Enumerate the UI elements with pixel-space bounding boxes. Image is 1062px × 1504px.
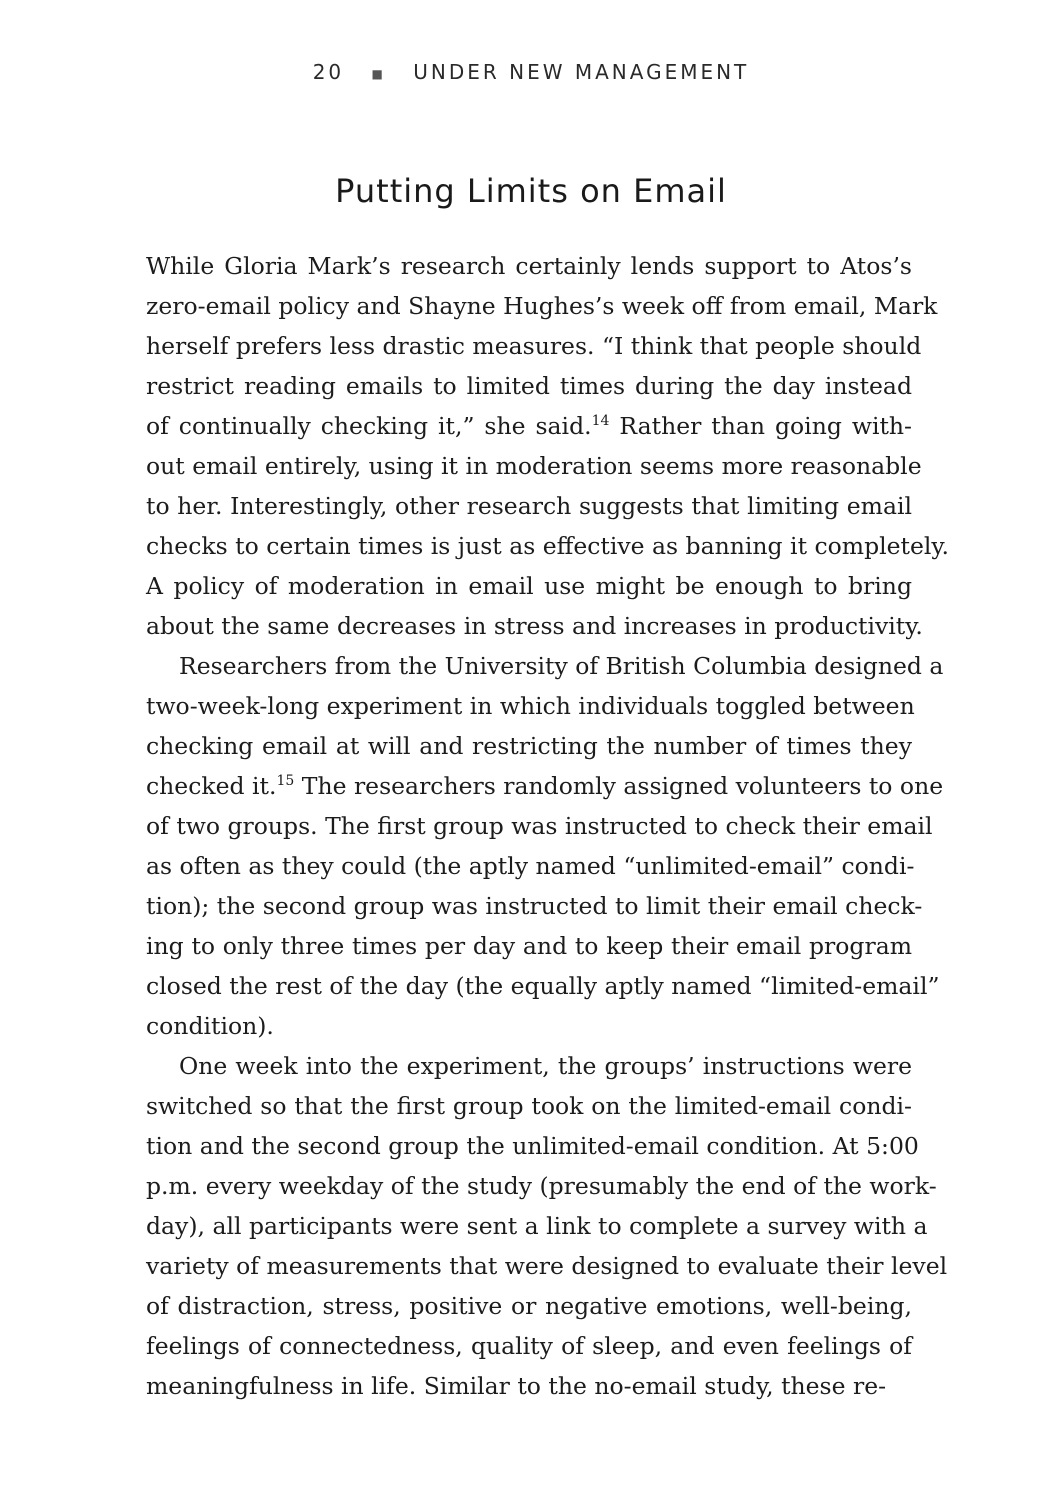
paragraph — [146, 646, 944, 1046]
text-line: to her. Interestingly, other research suggests that limiting email — [146, 492, 912, 520]
body-text — [146, 246, 950, 1406]
text-line: One week into the experiment, the groups’ instructions were — [179, 1052, 912, 1080]
running-header — [0, 60, 1062, 84]
text-line: restrict reading emails to limited times during the day instead — [146, 372, 912, 400]
text-line: p.m. every weekday of the study (presumably the end of the work- — [146, 1172, 937, 1200]
text-line: Researchers from the University of British Columbia designed a — [179, 652, 944, 680]
text-line: While Gloria Mark’s research certainly lends support to Atos’s — [146, 252, 912, 280]
text-line: out email entirely, using it in moderation seems more reasonable — [146, 452, 922, 480]
text-line: variety of measurements that were designed to evaluate their level — [146, 1252, 948, 1280]
footnote-marker: 14 — [591, 413, 610, 429]
text-line: herself prefers less drastic measures. “I think that people should — [146, 332, 922, 360]
paragraph — [146, 1046, 948, 1406]
text-line: feelings of connectedness, quality of sleep, and even feelings of — [146, 1332, 912, 1360]
text-line: as often as they could (the aptly named “unlimited-email” condi- — [146, 852, 915, 880]
text-line: ing to only three times per day and to keep their email program — [146, 932, 912, 960]
section-title: Putting Limits on Email — [335, 172, 727, 210]
text-line: condition). — [146, 1012, 274, 1040]
text-line: checked it.$^{15}$ The researchers randomly assigned volunteers to one — [146, 772, 944, 800]
text-line: tion); the second group was instructed to limit their email check- — [146, 892, 923, 920]
running-title: UNDER NEW MANAGEMENT — [413, 60, 750, 84]
text-line: about the same decreases in stress and increases in productivity. — [146, 612, 923, 640]
text-line: of continually checking it,” she said.$^{14}$ Rather than going with- — [146, 412, 912, 440]
text-line: two-week-long experiment in which individuals toggled between — [146, 692, 915, 720]
separator-icon: ■ — [371, 66, 386, 81]
text-line: of distraction, stress, positive or negative emotions, well-being, — [146, 1292, 912, 1320]
text-line: closed the rest of the day (the equally aptly named “limited-email” — [146, 972, 940, 1000]
text-line: day), all participants were sent a link to complete a survey with a — [146, 1212, 928, 1240]
footnote-marker: 15 — [276, 773, 295, 789]
text-line: of two groups. The first group was instructed to check their email — [146, 812, 933, 840]
paragraph — [146, 246, 950, 646]
text-line: switched so that the first group took on the limited-email condi- — [146, 1092, 912, 1120]
text-line: checks to certain times is just as effective as banning it completely. — [146, 532, 950, 560]
page-number: 20 — [312, 60, 345, 84]
text-line: checking email at will and restricting the number of times they — [146, 732, 912, 760]
text-line: A policy of moderation in email use might be enough to bring — [146, 572, 912, 600]
text-line: meaningfulness in life. Similar to the no-email study, these re- — [146, 1372, 887, 1400]
text-line: tion and the second group the unlimited-email condition. At 5:00 — [146, 1132, 919, 1160]
text-line: zero-email policy and Shayne Hughes’s week off from email, Mark — [146, 292, 938, 320]
